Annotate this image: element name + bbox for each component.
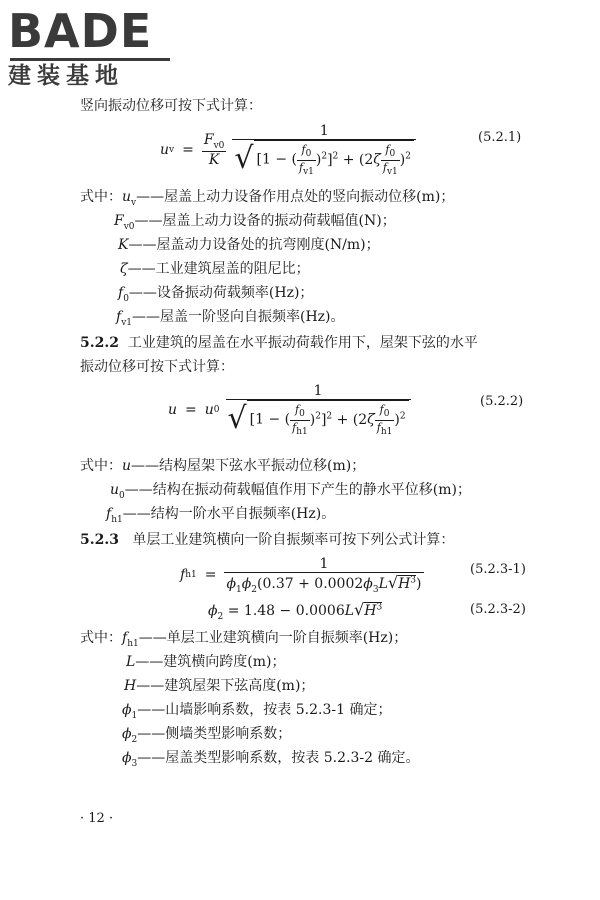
definition-row: L——建筑横向跨度(m)； — [126, 654, 286, 670]
equation-number: (5.2.3-2) — [470, 602, 526, 617]
equation-number: (5.2.2) — [480, 394, 524, 409]
definition-row: $F_{v0}——$屋盖上动力设备的振动荷载幅值(N)； — [114, 213, 396, 232]
definition-row: $f_{h1}——$结构一阶水平自振频率(Hz)。 — [106, 506, 336, 525]
section-5-2-2: 5.2.2 工业建筑的屋盖在水平振动荷载作用下，屋架下弦的水平 — [80, 335, 478, 351]
definition-row: $\phi_3——$屋盖类型影响系数，按表 5.2.3-2 确定。 — [122, 750, 420, 769]
section-5-2-3: 5.2.3 单层工业建筑横向一阶自振频率可按下列公式计算： — [80, 532, 455, 548]
definition-row: K——屋盖动力设备处的抗弯刚度(N/m)； — [118, 237, 380, 253]
equation-number: (5.2.1) — [478, 130, 522, 145]
definition-row: H——建筑屋架下弦高度(m)； — [124, 678, 315, 694]
definition-row: $f_{v1}——$屋盖一阶竖向自振频率(Hz)。 — [116, 309, 345, 328]
equation-5-2-2: u = u 0 1 √ [1 − ( $\frac{f_0}{f_{h1}}$ )$^2$]$^2$ + (2ζ $\frac{f_0}{f_{h1}}$ )$^2$ — [168, 378, 411, 442]
equation-5-2-1: u v = $\frac{F_{v0}}{K}$ 1 √ [1 − ( $\frac{f_0}{f_{v1}}$ )$^2$]$^2$ + (2ζ $\frac{f_0}{f_{v1}}$ )$^2$ — [160, 118, 416, 182]
logo-divider — [10, 58, 170, 61]
equation-5-2-3-1: f h1 = $\frac{1}{\phi_1\phi_2(0.37 + 0.0002\phi_3L√H^3)}$ — [180, 555, 422, 595]
definition-row: $\phi_1——$山墙影响系数，按表 5.2.3-1 确定； — [122, 702, 392, 721]
definition-row: 式中：$u_v——$屋盖上动力设备作用点处的竖向振动位移(m)； — [80, 189, 455, 208]
intro-text: 竖向振动位移可按下式计算： — [80, 98, 262, 114]
brand-logo — [8, 6, 178, 90]
section-5-2-2-cont: 振动位移可按下式计算： — [80, 359, 234, 375]
equation-number: (5.2.3-1) — [470, 562, 526, 577]
equation-5-2-3-2: $\phi_2 = 1.48 - 0.0006L√H^3$ — [208, 600, 383, 622]
definition-row: ζ——工业建筑屋盖的阻尼比； — [120, 261, 310, 277]
logo-wordmark: BADE — [8, 4, 153, 58]
definition-row: 式中：u——结构屋架下弦水平振动位移(m)； — [80, 458, 366, 474]
page-number: · 12 · — [80, 811, 114, 826]
definition-row: $\phi_2——$侧墙类型影响系数； — [122, 726, 292, 745]
logo-subtitle: 建装基地 — [8, 63, 124, 89]
definition-row: $u_0——$结构在振动荷载幅值作用下产生的静水平位移(m)； — [110, 482, 471, 501]
definition-row: $f_0——$设备振动荷载频率(Hz)； — [118, 285, 314, 304]
definition-row: 式中：$f_{h1}——$单层工业建筑横向一阶自振频率(Hz)； — [80, 630, 408, 649]
